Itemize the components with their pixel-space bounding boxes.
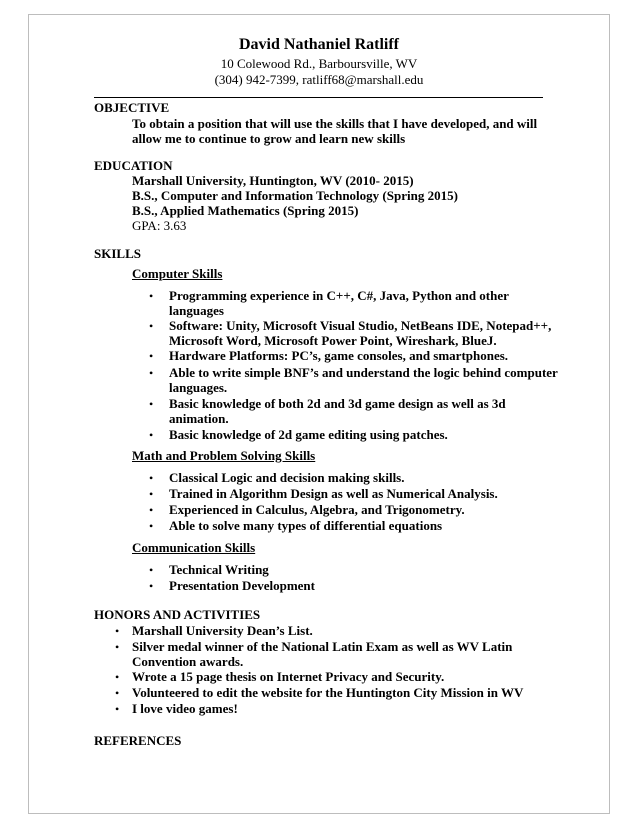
list-item: Presentation Development bbox=[169, 578, 315, 593]
bullet-icon: • bbox=[149, 471, 154, 485]
bullet-icon: • bbox=[149, 519, 154, 533]
honors-heading: HONORS AND ACTIVITIES bbox=[94, 607, 261, 622]
computer-skills-title: Computer Skills bbox=[132, 266, 223, 281]
bullet-icon: • bbox=[115, 686, 120, 700]
contact-info: (304) 942-7399, ratliff68@marshall.edu bbox=[214, 72, 424, 87]
bullet-icon: • bbox=[149, 428, 154, 442]
bullet-icon: • bbox=[149, 579, 154, 593]
list-item: Hardware Platforms: PC’s, game consoles, and smartphones. bbox=[169, 348, 509, 363]
list-item: Software: Unity, Microsoft Visual Studio, NetBeans IDE, Notepad++, bbox=[169, 318, 552, 333]
list-item: Trained in Algorithm Design as well as Numerical Analysis. bbox=[169, 486, 498, 501]
bullet-icon: • bbox=[115, 640, 120, 654]
list-item: Programming experience in C++, C#, Java, Python and other bbox=[169, 288, 509, 303]
list-item: Volunteered to edit the website for the Huntington City Mission in WV bbox=[132, 685, 524, 700]
skills-heading: SKILLS bbox=[94, 246, 141, 261]
list-item: Silver medal winner of the National Latin Exam as well as WV Latin bbox=[132, 639, 513, 654]
bullet-icon: • bbox=[149, 563, 154, 577]
list-item-continuation: Microsoft Word, Microsoft Power Point, Wireshark, BlueJ. bbox=[169, 333, 497, 348]
list-item: Able to write simple BNF’s and understand the logic behind computer bbox=[169, 365, 558, 380]
list-item-continuation: Convention awards. bbox=[132, 654, 244, 669]
header-divider bbox=[94, 97, 543, 98]
education-school: Marshall University, Huntington, WV (2010- 2015) bbox=[132, 173, 414, 188]
education-gpa: GPA: 3.63 bbox=[132, 218, 187, 233]
list-item: Basic knowledge of 2d game editing using patches. bbox=[169, 427, 448, 442]
bullet-icon: • bbox=[149, 289, 154, 303]
bullet-icon: • bbox=[115, 702, 120, 716]
resume-name: David Nathaniel Ratliff bbox=[239, 36, 399, 53]
bullet-icon: • bbox=[149, 487, 154, 501]
address: 10 Colewood Rd., Barboursville, WV bbox=[220, 56, 418, 71]
bullet-icon: • bbox=[149, 366, 154, 380]
bullet-icon: • bbox=[115, 670, 120, 684]
list-item: Wrote a 15 page thesis on Internet Privacy and Security. bbox=[132, 669, 445, 684]
bullet-icon: • bbox=[149, 319, 154, 333]
objective-line: allow me to continue to grow and learn new skills bbox=[132, 131, 406, 146]
list-item: Able to solve many types of differential equations bbox=[169, 518, 443, 533]
list-item-continuation: languages bbox=[169, 303, 224, 318]
objective-line: To obtain a position that will use the skills that I have developed, and will bbox=[132, 116, 538, 131]
list-item: Marshall University Dean’s List. bbox=[132, 623, 313, 638]
education-heading: EDUCATION bbox=[94, 158, 173, 173]
list-item-continuation: languages. bbox=[169, 380, 228, 395]
bullet-icon: • bbox=[149, 349, 154, 363]
education-degree: B.S., Applied Mathematics (Spring 2015) bbox=[132, 203, 359, 218]
objective-heading: OBJECTIVE bbox=[94, 100, 170, 115]
references-heading: REFERENCES bbox=[94, 733, 182, 748]
list-item: Basic knowledge of both 2d and 3d game design as well as 3d bbox=[169, 396, 506, 411]
list-item: Classical Logic and decision making skills. bbox=[169, 470, 405, 485]
list-item: Experienced in Calculus, Algebra, and Trigonometry. bbox=[169, 502, 465, 517]
list-item: I love video games! bbox=[132, 701, 238, 716]
bullet-icon: • bbox=[149, 397, 154, 411]
bullet-icon: • bbox=[115, 624, 120, 638]
bullet-icon: • bbox=[149, 503, 154, 517]
list-item-continuation: animation. bbox=[169, 411, 229, 426]
communication-skills-title: Communication Skills bbox=[132, 540, 256, 555]
list-item: Technical Writing bbox=[169, 562, 269, 577]
education-degree: B.S., Computer and Information Technology (Spring 2015) bbox=[132, 188, 458, 203]
math-skills-title: Math and Problem Solving Skills bbox=[132, 448, 316, 463]
